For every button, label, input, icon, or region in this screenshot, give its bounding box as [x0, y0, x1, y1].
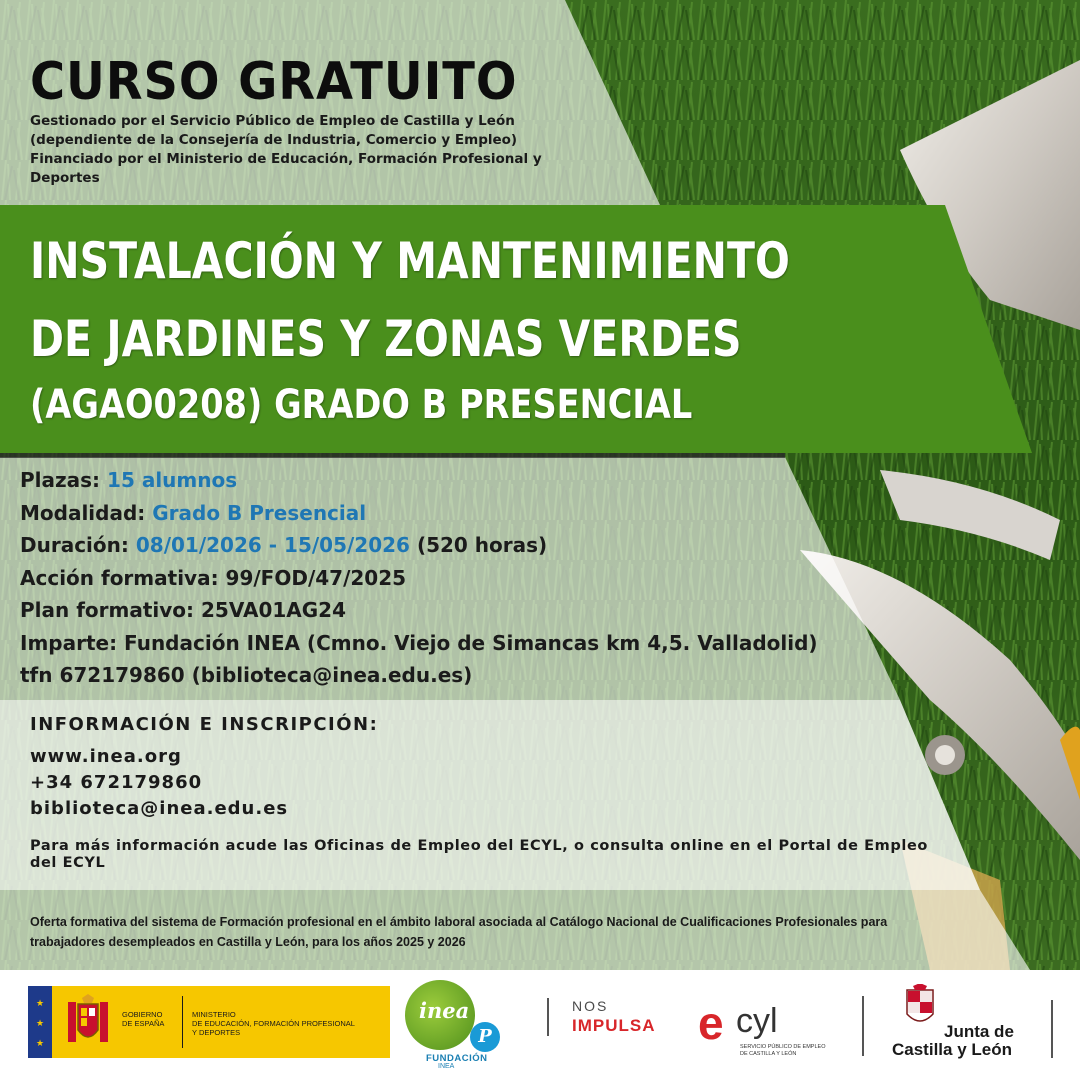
course-title-line1: INSTALACIÓN Y MANTENIMIENTO [30, 232, 790, 290]
ecyl-sub-line1: SERVICIO PÚBLICO DE EMPLEO [740, 1044, 826, 1050]
email-link[interactable]: biblioteca@inea.edu.es [30, 798, 289, 819]
gobierno-line1: GOBIERNO [122, 1010, 163, 1019]
detail-contact: tfn 672179860 (biblioteca@inea.edu.es) [20, 663, 473, 687]
gobierno-text [122, 1010, 164, 1028]
modalidad-label: Modalidad: [20, 500, 146, 525]
offer-note: Oferta formativa del sistema de Formación profesional en el ámbito laboral asociada al Catálogo Nacional de Cualificaciones Profesionales para trabajadores desempleados en Castilla y León, para los años 2025 y 2026 [30, 915, 888, 949]
junta-text-line1: Junta de [944, 1022, 1014, 1041]
ministerio-text [192, 1010, 355, 1037]
course-details [20, 464, 900, 692]
inea-small-text: INEA [438, 1063, 455, 1070]
detail-plazas [20, 464, 900, 497]
duracion-hours: (520 horas) [416, 533, 548, 557]
ecyl-subtitle [740, 1044, 825, 1058]
info-heading: INFORMACIÓN E INSCRIPCIÓN: [30, 714, 379, 735]
modalidad-value: Grado B Presencial [152, 500, 367, 525]
managed-by-text: Gestionado por el Servicio Público de Empleo de Castilla y León [30, 113, 515, 129]
svg-text:★: ★ [35, 1019, 45, 1029]
phone-number[interactable]: +34 672179860 [30, 772, 203, 793]
svg-text:★: ★ [35, 1039, 45, 1049]
detail-modalidad [20, 497, 900, 530]
impulsa-text: IMPULSA [572, 1016, 656, 1035]
ecyl-logo-word: cyl [736, 1002, 778, 1040]
ministerio-line3: Y DEPORTES [192, 1028, 241, 1037]
eu-flag-icon [28, 986, 52, 1058]
dependency-text: (dependiente de la Consejería de Industria, Comercio y Empleo) [30, 132, 518, 148]
junta-text-line2: Castilla y León [892, 1040, 1012, 1059]
inea-p-icon: P [470, 1022, 500, 1052]
footer-divider-1 [547, 998, 549, 1036]
gobierno-line2: DE ESPAÑA [122, 1019, 165, 1028]
detail-accion: Acción formativa: 99/FOD/47/2025 [20, 565, 407, 590]
ministerio-line1: MINISTERIO [192, 1010, 236, 1019]
duracion-dates: 08/01/2026 - 15/05/2026 [135, 533, 410, 557]
spain-coat-of-arms-icon [62, 994, 114, 1050]
inea-fundacion-text: FUNDACIÓN [426, 1053, 488, 1064]
footer-logos [0, 970, 1080, 1080]
detail-duracion [20, 529, 900, 562]
svg-text:★: ★ [35, 999, 45, 1009]
castilla-leon-shield-icon [903, 984, 937, 1028]
inea-logo-word: inea [419, 998, 470, 1023]
ministerio-line2: DE EDUCACIÓN, FORMACIÓN PROFESIONAL [192, 1019, 355, 1028]
management-note [30, 112, 590, 188]
detail-plan: Plan formativo: 25VA01AG24 [20, 598, 346, 622]
website-link[interactable]: www.inea.org [30, 746, 182, 767]
course-title-line2: DE JARDINES Y ZONAS VERDES [30, 310, 742, 368]
duracion-label: Duración: [20, 533, 129, 557]
ecyl-sub-line2: DE CASTILLA Y LEÓN [740, 1051, 797, 1057]
plazas-label: Plazas: [20, 468, 101, 492]
footer-divider-2 [862, 996, 864, 1056]
page-title: CURSO GRATUITO [30, 52, 518, 112]
course-code-line: (AGAO0208) GRADO B PRESENCIAL [30, 382, 693, 428]
plazas-value: 15 alumnos [107, 468, 238, 492]
ecyl-logo-e: e [698, 997, 724, 1049]
more-info-text: Para más información acude las Oficinas de Empleo del ECYL, o consulta online en el Portal de Empleo del ECYL [30, 838, 928, 871]
footer-divider-3 [1051, 1000, 1053, 1058]
detail-imparte: Imparte: Fundación INEA (Cmno. Viejo de Simancas km 4,5. Valladolid) [20, 630, 818, 655]
funded-by-text: Financiado por el Ministerio de Educación, Formación Profesional y Deportes [30, 151, 542, 186]
nos-text: NOS [572, 998, 609, 1014]
gobierno-divider [182, 996, 183, 1048]
